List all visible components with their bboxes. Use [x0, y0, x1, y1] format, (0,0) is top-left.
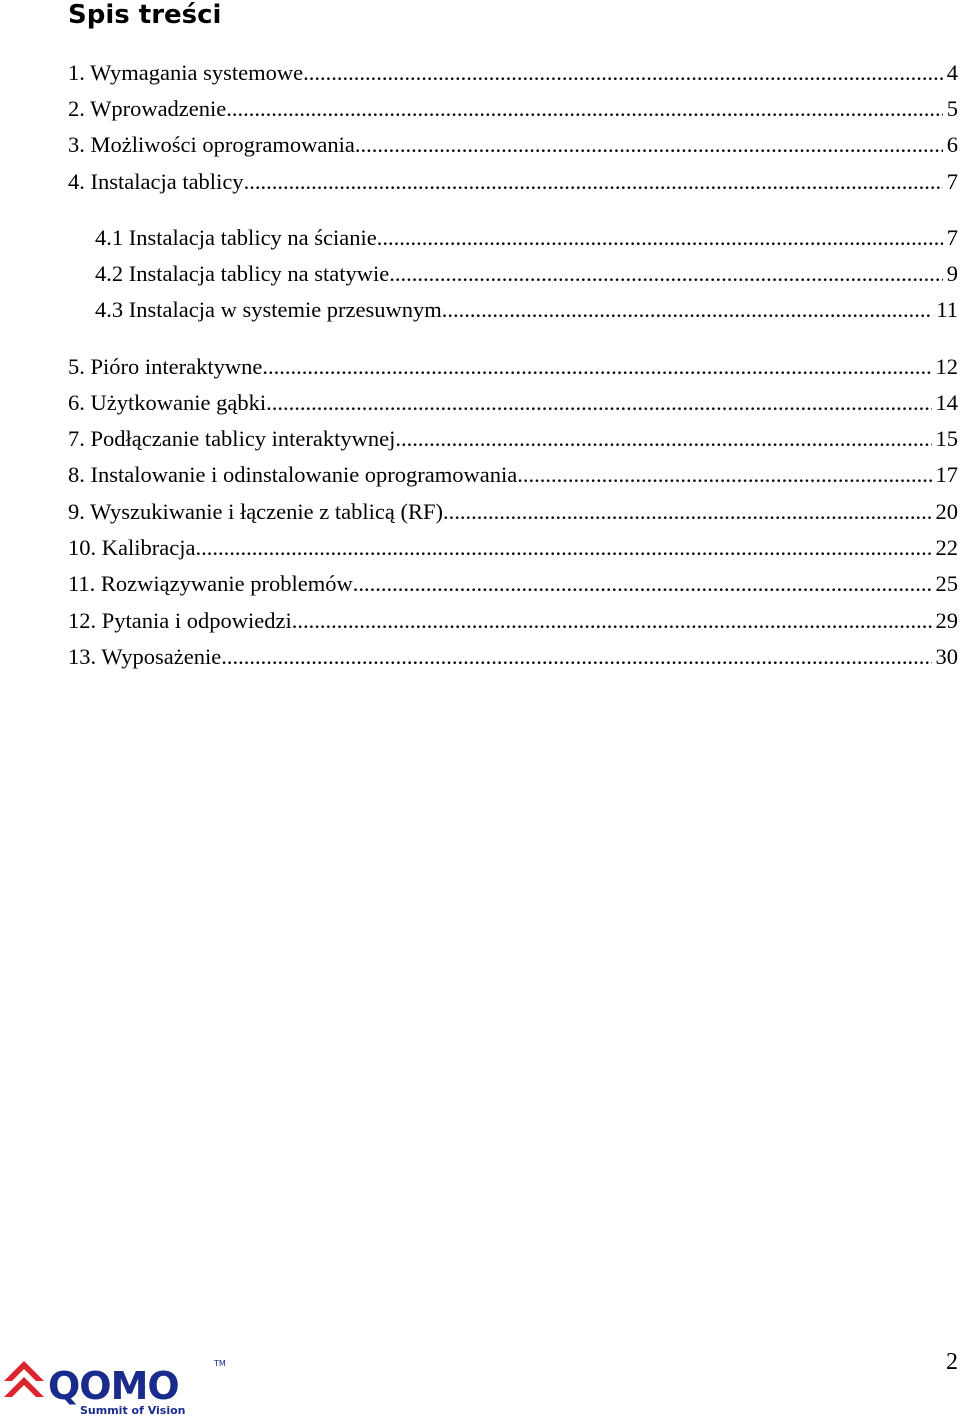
toc-subentry[interactable] — [95, 295, 958, 325]
toc-entry-page: 25 — [935, 571, 958, 596]
toc-entry-label: 13. Wyposażenie — [68, 644, 222, 669]
toc-leader-dots — [244, 167, 943, 197]
toc-leader-dots — [389, 259, 942, 289]
toc-entry-label: 7. Podłączanie tablicy interaktywnej — [68, 426, 396, 451]
toc-leader-dots — [355, 130, 943, 160]
toc-entry-label: 6. Użytkowanie gąbki — [68, 390, 267, 415]
toc-leader-dots — [195, 533, 931, 563]
toc-entry-label: 4. Instalacja tablicy — [68, 169, 244, 194]
toc-leader-dots — [517, 460, 931, 490]
logo-brand-text: QOMO — [48, 1364, 179, 1408]
toc-entry-page: 7 — [946, 169, 958, 194]
toc-entry-label: 1. Wymagania systemowe — [68, 60, 304, 85]
toc-entry-page: 11 — [936, 297, 958, 322]
logo-tagline: Summit of Vision — [80, 1404, 186, 1417]
toc-leader-dots — [303, 58, 943, 88]
toc-entry-page: 15 — [935, 426, 958, 451]
toc-leader-dots — [443, 497, 932, 527]
toc-leader-dots — [442, 295, 933, 325]
toc-entry-page: 5 — [946, 96, 958, 121]
page-number: 2 — [946, 1349, 958, 1375]
toc-leader-dots — [266, 388, 931, 418]
qomo-logo — [4, 1355, 234, 1417]
toc-entry-label: 3. Możliwości oprogramowania — [68, 132, 355, 157]
toc-entry[interactable] — [68, 352, 958, 382]
toc-entry-page: 6 — [946, 132, 958, 157]
qomo-chevron-icon — [4, 1361, 44, 1397]
toc-entry-page: 30 — [935, 644, 958, 669]
toc-leader-dots — [221, 642, 931, 672]
toc-entry[interactable] — [68, 424, 958, 454]
toc-entry-page: 20 — [935, 499, 958, 524]
toc-entry[interactable] — [68, 606, 958, 636]
toc-entry[interactable] — [68, 94, 958, 124]
toc-entry-label: 9. Wyszukiwanie i łączenie z tablicą (RF) — [68, 499, 443, 524]
toc-leader-dots — [262, 352, 931, 382]
toc-entry[interactable] — [68, 58, 958, 88]
toc-entry-page: 9 — [946, 261, 958, 286]
toc-entry-page: 17 — [935, 462, 958, 487]
toc-entry[interactable] — [68, 388, 958, 418]
toc-entry-label: 4.3 Instalacja w systemie przesuwnym — [95, 297, 442, 322]
toc-leader-dots — [353, 569, 932, 599]
toc-entry-label: 12. Pytania i odpowiedzi — [68, 608, 292, 633]
toc-entry-label: 11. Rozwiązywanie problemów — [68, 571, 353, 596]
toc-entry[interactable] — [68, 533, 958, 563]
toc-entry-page: 7 — [946, 225, 958, 250]
toc-entry-label: 2. Wprowadzenie — [68, 96, 227, 121]
toc-entry-page: 14 — [935, 390, 958, 415]
toc-entry-page: 29 — [935, 608, 958, 633]
logo-trademark: TM — [214, 1359, 226, 1368]
toc-entry[interactable] — [68, 130, 958, 160]
toc-entry-label: 10. Kalibracja — [68, 535, 196, 560]
toc-entry-page: 12 — [935, 354, 958, 379]
toc-entry[interactable] — [68, 460, 958, 490]
toc-list — [0, 0, 960, 700]
toc-entry-label: 5. Pióro interaktywne — [68, 354, 263, 379]
toc-leader-dots — [377, 223, 943, 253]
toc-entry-label: 4.1 Instalacja tablicy na ścianie — [95, 225, 377, 250]
toc-entry[interactable] — [68, 167, 958, 197]
toc-title: Spis treści — [68, 0, 222, 30]
toc-entry-page: 4 — [946, 60, 958, 85]
toc-entry-label: 4.2 Instalacja tablicy na statywie — [95, 261, 390, 286]
toc-entry-label: 8. Instalowanie i odinstalowanie oprogramowania — [68, 462, 518, 487]
toc-entry-page: 22 — [935, 535, 958, 560]
toc-entry[interactable] — [68, 569, 958, 599]
toc-subentry[interactable] — [95, 223, 958, 253]
toc-leader-dots — [292, 606, 932, 636]
toc-leader-dots — [395, 424, 931, 454]
toc-entry[interactable] — [68, 497, 958, 527]
toc-subentry[interactable] — [95, 259, 958, 289]
toc-leader-dots — [226, 94, 942, 124]
toc-entry[interactable] — [68, 642, 958, 672]
